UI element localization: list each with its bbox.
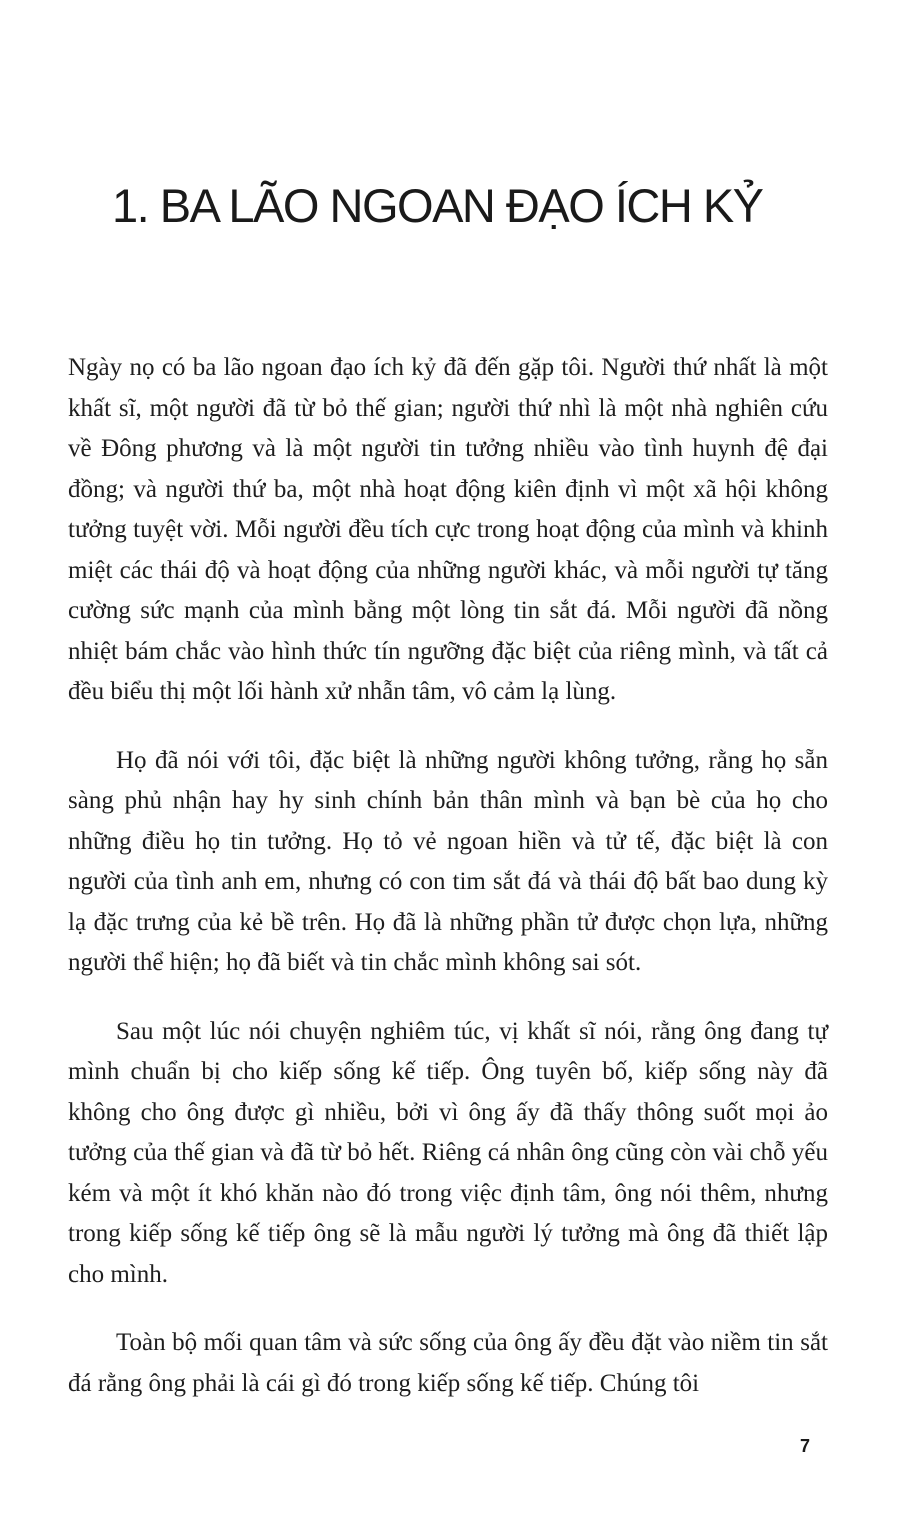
page-number: 7 — [799, 1436, 810, 1456]
paragraph: Sau một lúc nói chuyện nghiêm túc, vị khất sĩ nói, rằng ông đang tự mình chuẩn bị cho kiếp sống kế tiếp. Ông tuyên bố, kiếp sống này đã không cho ông được gì nhiều, bởi vì ông ấy đã thấy thông suốt mọi ảo tưởng của thế gian và đã từ bỏ hết. Riêng cá nhân ông cũng còn vài chỗ yếu kém và một ít khó khăn nào đó trong việc định tâm, ông nói thêm, nhưng trong kiếp sống kế tiếp ông sẽ là mẫu người lý tưởng mà ông đã thiết lập cho mình. — [68, 1017, 828, 1288]
paragraph: Ngày nọ có ba lão ngoan đạo ích kỷ đã đến gặp tôi. Người thứ nhất là một khất sĩ, một người đã từ bỏ thế gian; người thứ nhì là một nhà nghiên cứu về Đông phương và là một người tin tưởng nhiều vào tình huynh đệ đại đồng; và người thứ ba, một nhà hoạt động kiên định vì một xã hội không tưởng tuyệt vời. Mỗi người đều tích cực trong hoạt động của mình và khinh miệt các thái độ và hoạt động của những người khác, và mỗi người tự tăng cường sức mạnh của mình bằng một lòng tin sắt đá. Mỗi người đã nồng nhiệt bám chắc vào hình thức tín ngưỡng đặc biệt của riêng mình, và tất cả đều biểu thị một lối hành xử nhẫn tâm, vô cảm lạ lùng. — [68, 354, 828, 705]
paragraph: Toàn bộ mối quan tâm và sức sống của ông ấy đều đặt vào niềm tin sắt đá rằng ông phải là cái gì đó trong kiếp sống kế tiếp. Chúng tôi — [68, 1329, 828, 1397]
paragraph: Họ đã nói với tôi, đặc biệt là những người không tưởng, rằng họ sẵn sàng phủ nhận hay hy sinh chính bản thân mình và bạn bè của họ cho những điều họ tin tưởng. Họ tỏ vẻ ngoan hiền và tử tế, đặc biệt là con người của tình anh em, nhưng có con tim sắt đá và thái độ bất bao dung kỳ lạ đặc trưng của kẻ bề trên. Họ đã là những phần tử được chọn lựa, những người thể hiện; họ đã biết và tin chắc mình không sai sót. — [68, 746, 828, 976]
chapter-title: 1. BA LÃO NGOAN ĐẠO ÍCH KỶ — [112, 179, 763, 232]
chapter-body — [68, 348, 828, 1432]
